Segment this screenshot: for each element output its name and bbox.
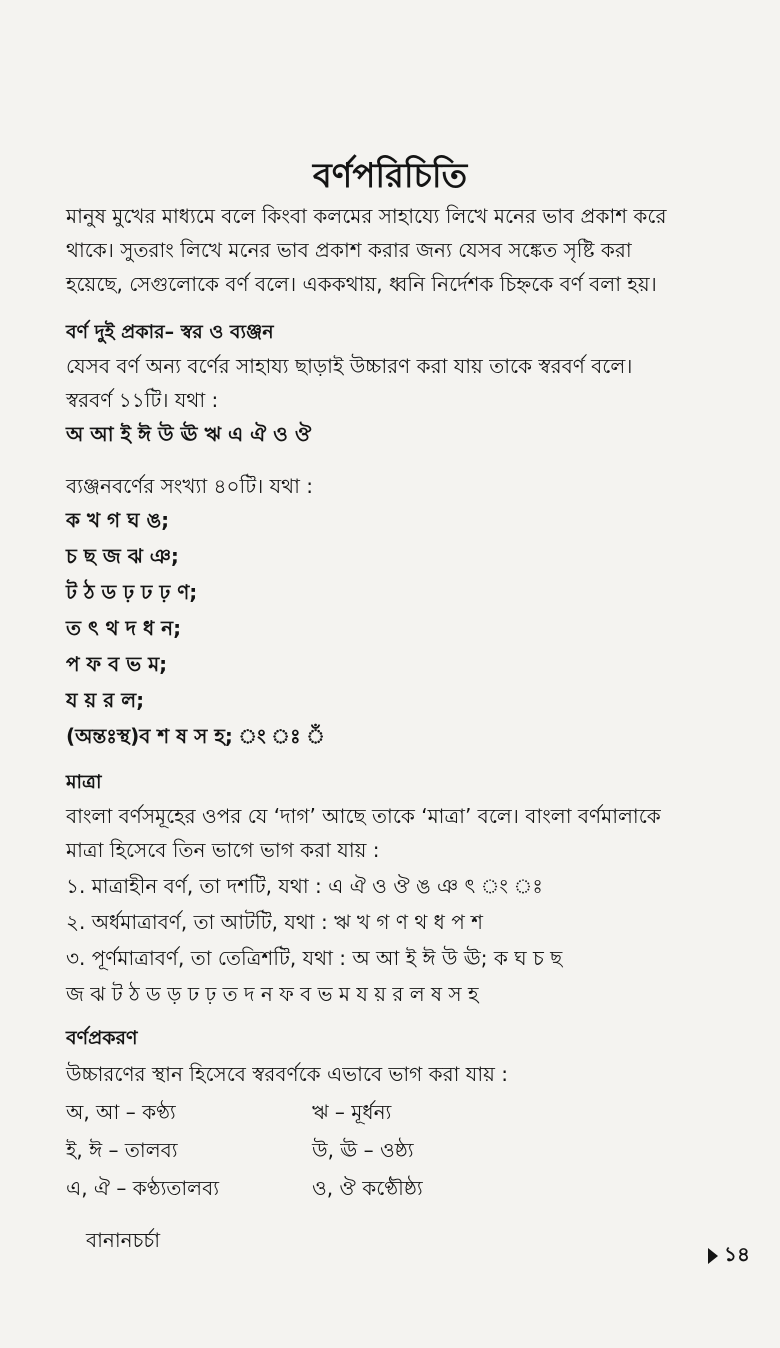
swar-list: অ আ ই ঈ উ ঊ ঋ এ ঐ ও ঔ bbox=[66, 422, 312, 446]
prakaran-pair-left: ই, ঈ – তালব্য bbox=[66, 1138, 178, 1162]
prakaran-heading: বর্ণপ্রকরণ bbox=[66, 1027, 138, 1049]
byanjan-row: প ফ ব ভ ম; bbox=[66, 652, 168, 676]
byanjan-row: ত ৎ থ দ ধ ন; bbox=[66, 616, 182, 640]
page-number-text: ১৪ bbox=[724, 1242, 750, 1266]
intro-line-2: থাকে। সুতরাং লিখে মনের ভাব প্রকাশ করার জন্য যেসব সঙ্কেত সৃষ্টি করা bbox=[66, 238, 632, 262]
byanjan-count: ব্যঞ্জনবর্ণের সংখ্যা ৪০টি। যথা : bbox=[66, 474, 313, 498]
byanjan-row: ক খ গ ঘ ঙ; bbox=[66, 508, 170, 532]
prakaran-intro: উচ্চারণের স্থান হিসেবে স্বরবর্ণকে এভাবে ভাগ করা যায় : bbox=[66, 1062, 508, 1086]
byanjan-row: য য় র ল; bbox=[66, 688, 145, 712]
prakaran-pair-right: উ, ঊ – ওষ্ঠ্য bbox=[312, 1138, 414, 1162]
prakaran-pair-left: এ, ঐ – কণ্ঠ্যতালব্য bbox=[66, 1176, 220, 1200]
triangle-marker-icon bbox=[708, 1248, 718, 1264]
intro-line-3: হয়েছে, সেগুলোকে বর্ণ বলে। এককথায়, ধ্বনি নির্দেশক চিহ্নকে বর্ণ বলা হয়। bbox=[66, 272, 657, 296]
swar-count: স্বরবর্ণ ১১টি। যথা : bbox=[66, 388, 219, 412]
matra-item-1: ১. মাত্রাহীন বর্ণ, তা দশটি, যথা : এ ঐ ও ঔ ঙ ঞ ৎ ং ঃ bbox=[66, 874, 543, 898]
prakaran-pair-right: ও, ঔ কণ্ঠৌষ্ঠ্য bbox=[312, 1176, 423, 1200]
bleed-through-text bbox=[70, 62, 75, 82]
intro-line-1: মানুষ মুখের মাধ্যমে বলে কিংবা কলমের সাহায্যে লিখে মনের ভাব প্রকাশ করে bbox=[66, 204, 667, 228]
byanjan-row: ট ঠ ড ঢ় ঢ ঢ় ণ; bbox=[66, 580, 198, 604]
matra-item-3-continued: জ ঝ ট ঠ ড ড় ঢ ঢ় ত দ ন ফ ব ভ ম য য় র ল ষ স হ bbox=[66, 982, 479, 1006]
varna-types-heading: বর্ণ দুই প্রকার– স্বর ও ব্যঞ্জন bbox=[66, 321, 274, 343]
prakaran-pair-right: ঋ – মূর্ধন্য bbox=[312, 1100, 392, 1124]
page-number bbox=[708, 1240, 750, 1273]
byanjan-row: চ ছ জ ঝ ঞ; bbox=[66, 544, 179, 568]
matra-heading: মাত্রা bbox=[66, 771, 102, 793]
byanjan-row: (অন্তঃস্থ)ব শ ষ স হ; ং ঃ ঁ bbox=[66, 724, 325, 748]
page-title: বর্ণপরিচিতি bbox=[312, 156, 468, 196]
footer-book-title: বানানচর্চা bbox=[86, 1228, 160, 1252]
prakaran-pair-left: অ, আ – কণ্ঠ্য bbox=[66, 1100, 176, 1124]
matra-definition-1: বাংলা বর্ণসমূহের ওপর যে ‘দাগ’ আছে তাকে ‘মাত্রা’ বলে। বাংলা বর্ণমালাকে bbox=[66, 804, 661, 828]
swar-definition: যেসব বর্ণ অন্য বর্ণের সাহায্য ছাড়াই উচ্চারণ করা যায় তাকে স্বরবর্ণ বলে। bbox=[66, 354, 633, 378]
matra-definition-2: মাত্রা হিসেবে তিন ভাগে ভাগ করা যায় : bbox=[66, 838, 380, 862]
matra-item-2: ২. অর্ধমাত্রাবর্ণ, তা আটটি, যথা : ঋ খ গ ণ থ ধ প শ bbox=[66, 910, 483, 934]
matra-item-3: ৩. পূর্ণমাত্রাবর্ণ, তা তেত্রিশটি, যথা : অ আ ই ঈ উ ঊ; ক ঘ চ ছ bbox=[66, 946, 563, 970]
